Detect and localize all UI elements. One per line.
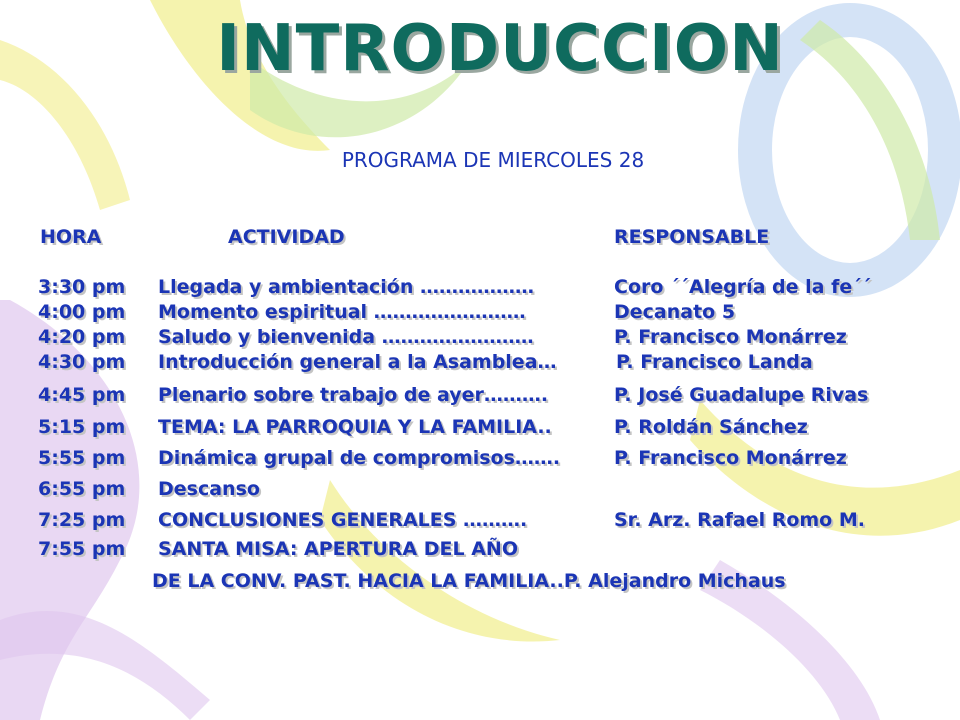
row-time: 6:55 pm [38, 478, 126, 500]
row-responsible: Coro ´´Alegría de la fe´´ [614, 276, 872, 298]
row-activity: Plenario sobre trabajo de ayer………. [158, 384, 549, 406]
row-responsible: P. Francisco Landa [616, 351, 813, 373]
header-hora: HORA [40, 226, 102, 248]
row-time: 5:15 pm [38, 416, 126, 438]
slide-subtitle: PROGRAMA DE MIERCOLES 28 [341, 148, 645, 172]
row-activity: Momento espiritual …………………… [158, 301, 526, 323]
row-activity: Introducción general a la Asamblea… [158, 351, 557, 373]
row-activity: Saludo y bienvenida …………………… [158, 326, 534, 348]
row-activity: TEMA: LA PARROQUIA Y LA FAMILIA.. [158, 416, 552, 438]
row-time: 4:30 pm [38, 351, 126, 373]
row-time: 3:30 pm [38, 276, 126, 298]
row-time: 4:20 pm [38, 326, 126, 348]
row-responsible: Decanato 5 [614, 301, 736, 323]
row-activity: SANTA MISA: APERTURA DEL AÑO [158, 538, 518, 560]
row-activity: Dinámica grupal de compromisos……. [158, 447, 561, 469]
row-time: 5:55 pm [38, 447, 126, 469]
row-activity: Llegada y ambientación ……………… [158, 276, 534, 298]
slide-title: INTRODUCCION [216, 12, 784, 86]
header-responsable: RESPONSABLE [614, 226, 770, 248]
row-time: 4:45 pm [38, 384, 126, 406]
row-responsible: P. Francisco Monárrez [614, 326, 847, 348]
row-responsible: P. Roldán Sánchez [614, 416, 808, 438]
row-responsible: P. José Guadalupe Rivas [614, 384, 869, 406]
swirl-yellow-bottom [320, 480, 560, 642]
row-time: 7:55 pm [38, 538, 126, 560]
row-responsible: P. Francisco Monárrez [614, 447, 847, 469]
row-time: 4:00 pm [38, 301, 126, 323]
row-time: 7:25 pm [38, 509, 126, 531]
row-activity: Descanso [158, 478, 260, 500]
header-actividad: ACTIVIDAD [228, 226, 345, 248]
row-activity: CONCLUSIONES GENERALES ………. [158, 509, 528, 531]
row-responsible: Sr. Arz. Rafael Romo M. [614, 509, 865, 531]
continuation-text: DE LA CONV. PAST. HACIA LA FAMILIA..P. Alejandro Michaus [152, 570, 786, 592]
